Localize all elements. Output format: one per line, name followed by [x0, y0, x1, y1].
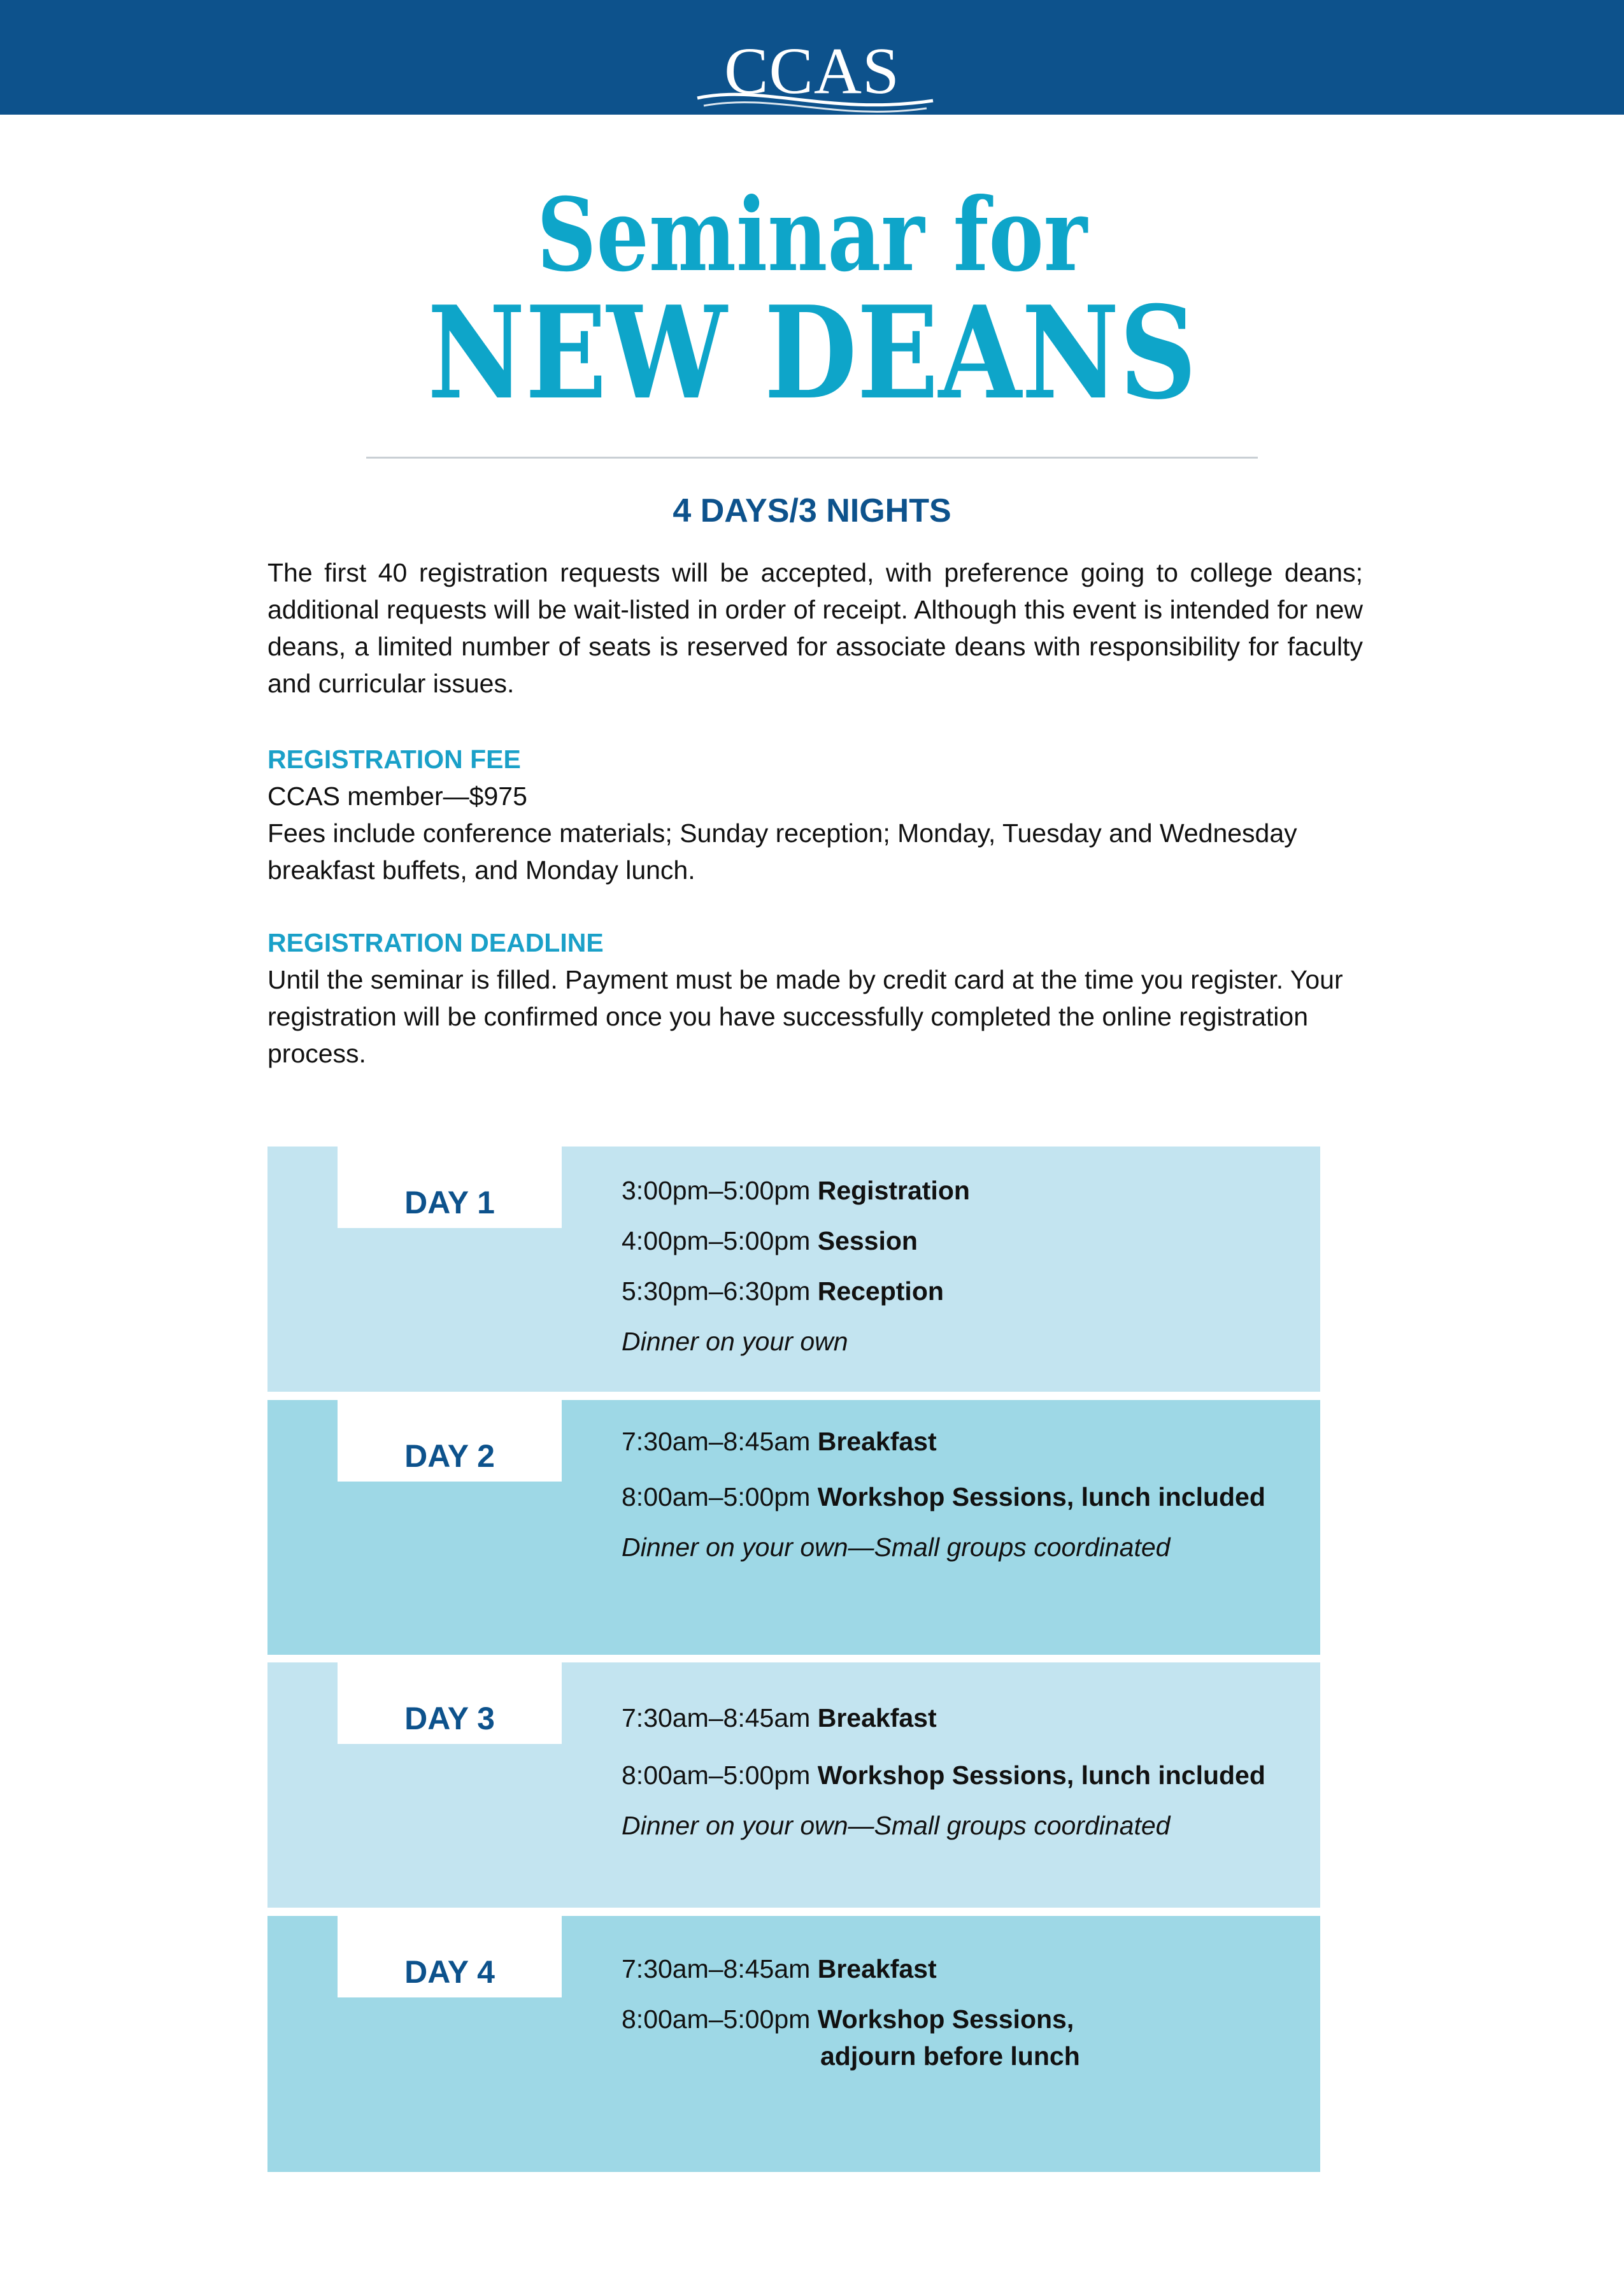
item-time: 8:00am–5:00pm — [622, 1761, 811, 1790]
schedule-item — [622, 1478, 1265, 1515]
registration-deadline-heading: REGISTRATION DEADLINE — [267, 928, 604, 957]
schedule-item — [622, 1950, 937, 1987]
item-time: 7:30am–8:45am — [622, 1954, 811, 1983]
divider — [366, 457, 1258, 459]
schedule-note: Dinner on your own—Small groups coordinated — [622, 1532, 1171, 1562]
item-event: Workshop Sessions, lunch included — [817, 1482, 1265, 1511]
header-bar — [0, 0, 1624, 115]
day-label: DAY 4 — [404, 1954, 495, 1990]
intro-paragraph: The first 40 registration requests will be accepted, with preference going to college deans; additional requests will be wait-listed in order of receipt. Although this event is intended for new deans, a limited number of seats is reserved for associate deans with responsibility for faculty and curricular issues. — [267, 558, 1363, 698]
schedule-item — [622, 1222, 918, 1259]
item-time: 7:30am–8:45am — [622, 1427, 811, 1456]
item-event: Session — [817, 1226, 918, 1255]
registration-fee-heading: REGISTRATION FEE — [267, 745, 521, 774]
item-time: 8:00am–5:00pm — [622, 2004, 811, 2034]
schedule-note: Dinner on your own—Small groups coordinated — [622, 1811, 1171, 1840]
item-event: Breakfast — [817, 1703, 937, 1732]
day-tab — [338, 1400, 562, 1482]
item-event: Workshop Sessions, — [817, 2004, 1074, 2034]
schedule-note: Dinner on your own — [622, 1327, 848, 1356]
registration-deadline-text: Until the seminar is filled. Payment must be made by credit card at the time you register. Your registration will be confirmed once you have successfully completed the online registration process. — [267, 965, 1343, 1068]
schedule-item — [622, 1699, 937, 1736]
schedule-item — [622, 1172, 970, 1209]
logo-swoosh-icon — [685, 34, 939, 115]
day-4-block — [267, 1916, 1320, 2172]
schedule-item — [622, 2001, 1080, 2077]
day-tab — [338, 1662, 562, 1744]
title-line-2: NEW DEANS — [427, 278, 1197, 428]
registration-fee-text — [267, 778, 1363, 889]
item-time: 8:00am–5:00pm — [622, 1482, 811, 1511]
item-event: Breakfast — [817, 1427, 937, 1456]
day-1-block — [267, 1146, 1320, 1392]
item-event-continued: adjourn before lunch — [820, 2041, 1080, 2071]
logo-text: CCAS — [724, 34, 900, 108]
item-event: Reception — [817, 1276, 944, 1306]
title-line-1: Seminar for — [536, 176, 1088, 294]
fee-inclusions: Fees include conference materials; Sunday reception; Monday, Tuesday and Wednesday breakfast buffets, and Monday lunch. — [267, 818, 1297, 885]
schedule-item — [622, 1273, 944, 1310]
member-fee: CCAS member—$975 — [267, 782, 527, 811]
duration-subtitle: 4 DAYS/3 NIGHTS — [673, 492, 951, 529]
item-time: 4:00pm–5:00pm — [622, 1226, 811, 1255]
item-event: Workshop Sessions, lunch included — [817, 1761, 1265, 1790]
day-label: DAY 2 — [404, 1438, 495, 1474]
schedule-item — [622, 1423, 937, 1460]
day-tab — [338, 1146, 562, 1228]
item-time: 7:30am–8:45am — [622, 1703, 811, 1732]
item-event: Registration — [817, 1176, 970, 1205]
item-event: Breakfast — [817, 1954, 937, 1983]
day-label: DAY 3 — [404, 1701, 495, 1736]
item-time: 3:00pm–5:00pm — [622, 1176, 811, 1205]
day-tab — [338, 1916, 562, 1997]
item-time: 5:30pm–6:30pm — [622, 1276, 811, 1306]
day-label: DAY 1 — [404, 1185, 495, 1220]
schedule-item — [622, 1757, 1265, 1794]
day-3-block — [267, 1662, 1320, 1908]
day-2-block — [267, 1400, 1320, 1655]
ccas-logo — [685, 34, 939, 115]
